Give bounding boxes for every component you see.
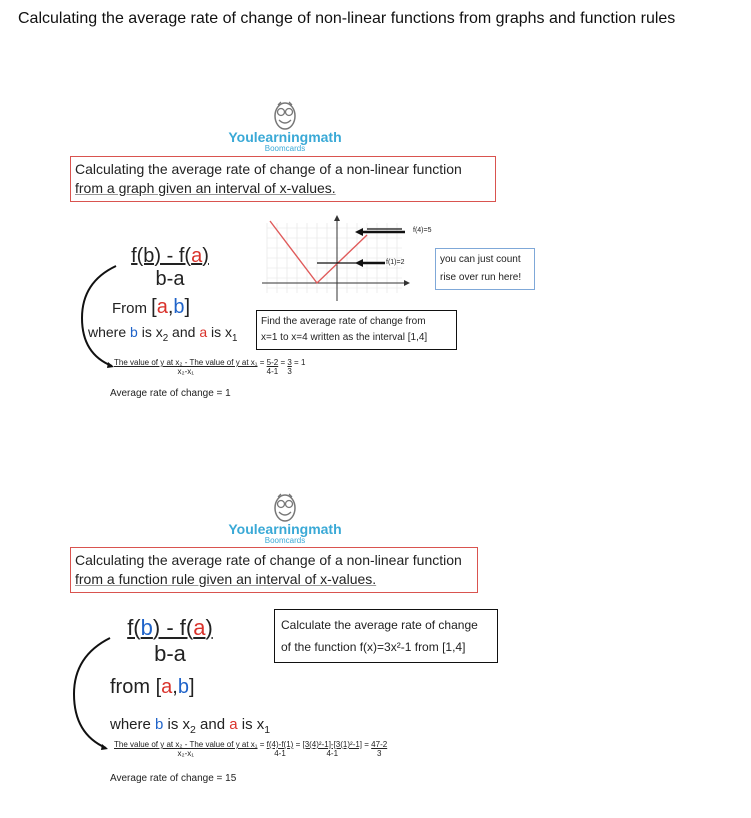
brand-sub: Boomcards [264,536,306,545]
card2-result: Average rate of change = 15 [110,773,237,784]
card1-tip-box [435,248,535,290]
card1-from: From [a,b] [112,296,191,318]
card1-formula-denominator: b-a [155,268,185,290]
card2-calc: The value of y at x₂ - The value of y at x₁ $x_2-x_1 = \frac{f(4)-f(1)}{4-1} = \frac{\text{[3(4)²-1]-[3(1)²-1]}}{4-1} = \frac{47-2}{3}$ [114,740,388,758]
card2-note-line2: of the function f(x)=3x²-1 from [1,4] [281,640,466,654]
card1-heading [70,156,496,202]
brand-logo-1 [185,100,385,153]
card2-heading-line1: Calculating the average rate of change of a non-linear function [75,552,462,568]
card1-note-line1: Find the average rate of change from [261,316,426,327]
owl-icon [273,492,297,522]
card1-calc: The value of y at x₂ - The value of y at x₁ $x_2-x_1 = \frac{5-2}{4-1} = \frac{3}{3} = 1$ [114,358,306,376]
card1-brace [78,262,118,370]
card2-note-line1: Calculate the average rate of change [281,618,478,632]
card2-heading [70,547,478,593]
card1-result: Average rate of change = 1 [110,388,231,399]
card1-problem-box [256,310,457,350]
card1-heading-line2: from a graph given an interval of x-values. [75,180,336,196]
owl-icon [273,100,297,130]
card1-tip-line1: you can just count [440,254,521,265]
card1-heading-line1: Calculating the average rate of change of a non-linear function [75,161,462,177]
graph-label-f1: f(1)=2 [386,259,405,266]
card2-brace [70,634,112,752]
brand-logo-2 [185,492,385,545]
graph-label-f4: f(4)=5 [413,227,432,234]
card2-heading-line2: from a function rule given an interval of x-values. [75,571,377,587]
card2-problem-box [274,609,498,663]
card1-where: where b is $x_2$ and a is $x_1$ [88,324,238,344]
page-title: Calculating the average rate of change of non-linear functions from graphs and function rules [18,10,676,27]
card1-formula-numerator: f(b) - f(a) [131,245,209,267]
brand-sub: Boomcards [264,144,306,153]
card2-formula [110,615,230,667]
card1-formula [110,245,230,291]
card1-tip-line2: rise over run here! [440,272,522,283]
card2-formula-numerator: f(b) - f(a) [127,615,213,640]
card2-formula-denominator: b-a [154,641,186,666]
brand-name: Youlearningmath [228,129,342,145]
brand-name: Youlearningmath [228,521,342,537]
card2-where: where b is $x_2$ and a is $x_1$ [110,716,271,736]
card2-from: from [a,b] [110,676,195,698]
card1-note-line2: x=1 to x=4 written as the interval [1,4] [261,332,428,343]
